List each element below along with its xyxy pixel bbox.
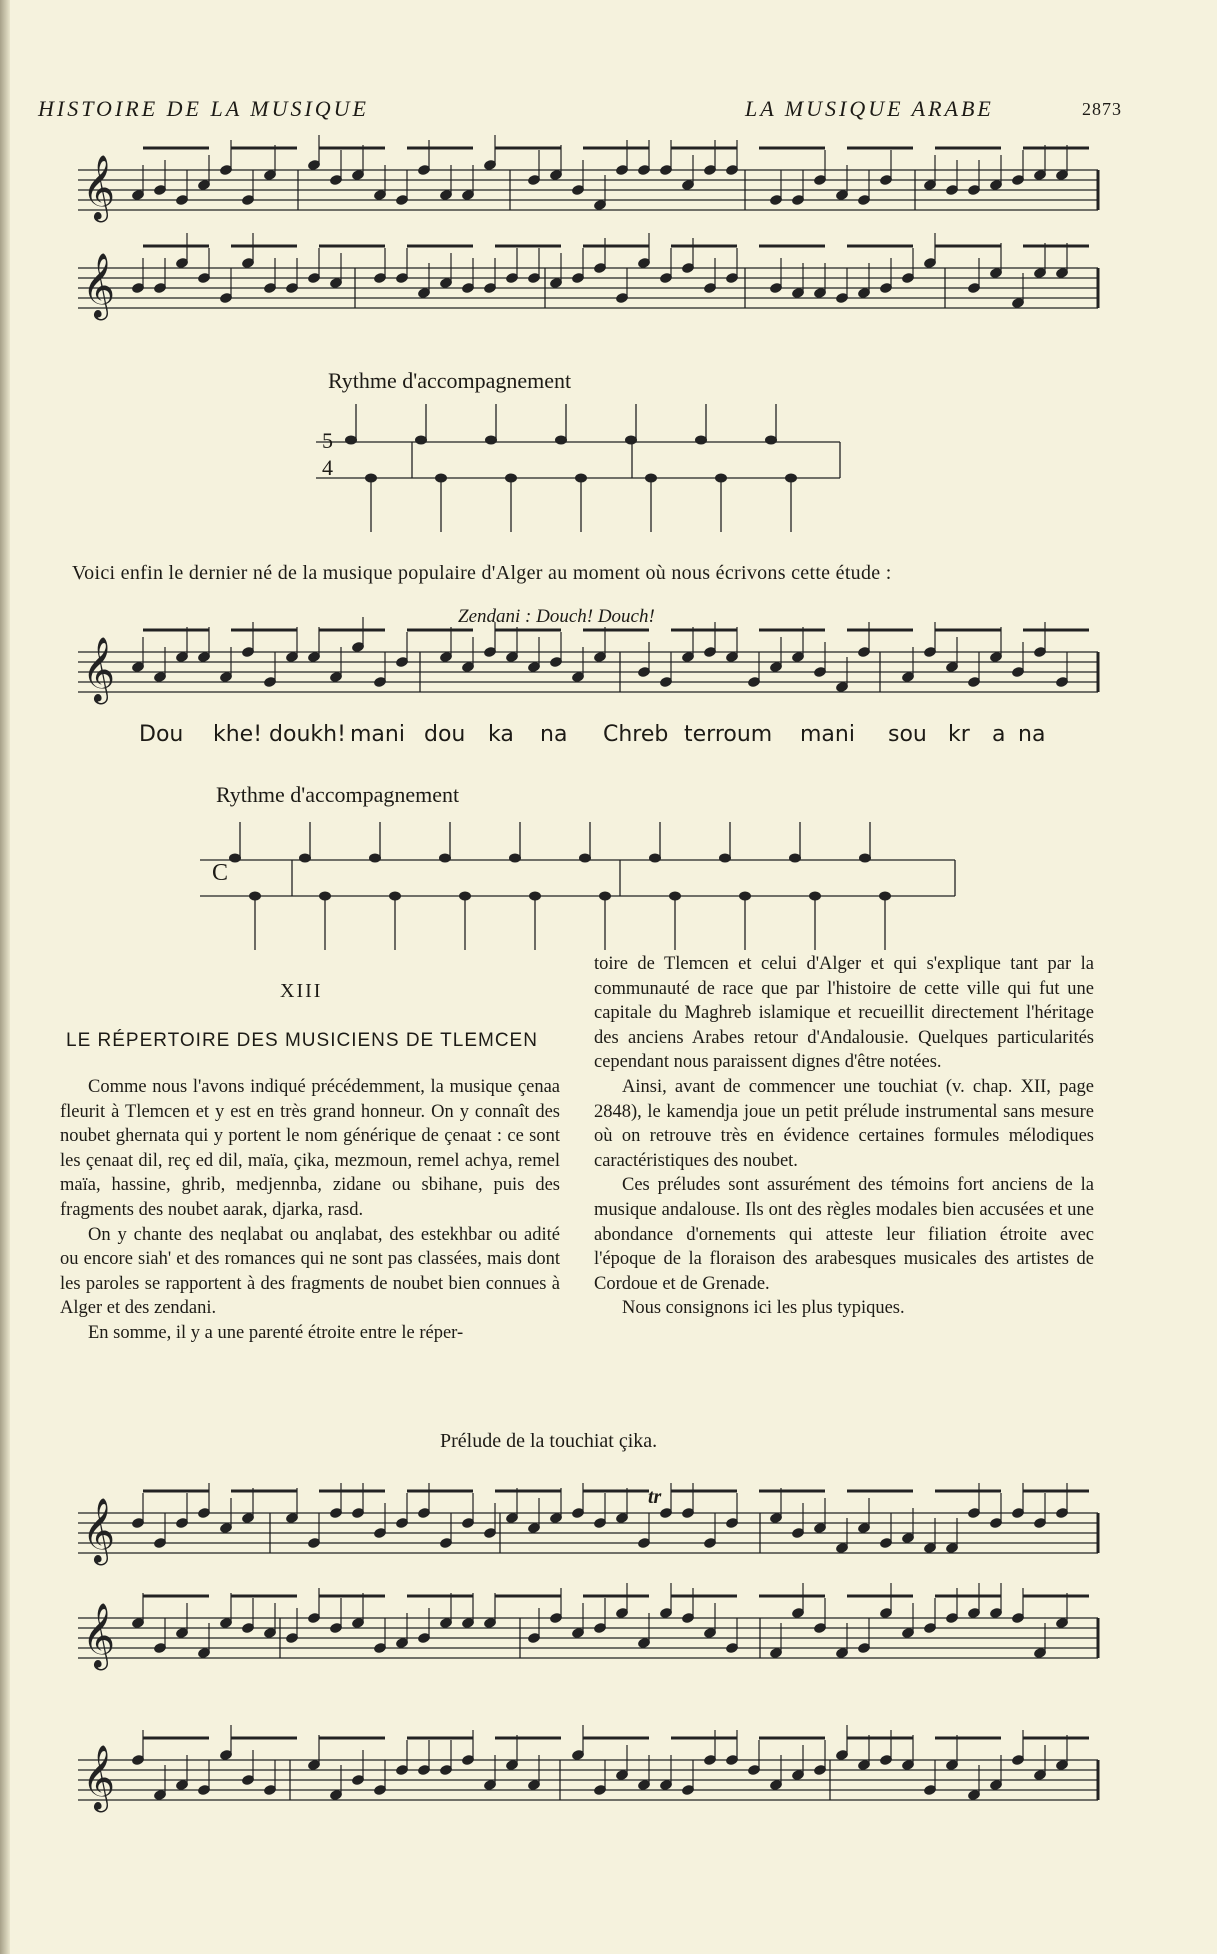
rhythm1-time-top: 5	[322, 428, 333, 453]
running-header-left: HISTOIRE DE LA MUSIQUE	[38, 96, 369, 121]
lyric-syllable: kr	[948, 722, 970, 747]
note-head	[720, 854, 731, 862]
note-head	[230, 854, 241, 862]
rhythm2-title: Rythme d'accompagnement	[216, 782, 460, 807]
note-head	[556, 436, 567, 444]
note-head	[766, 436, 777, 444]
lyric-syllable: Chreb	[603, 722, 669, 747]
rhythm1-title: Rythme d'accompagnement	[328, 368, 572, 393]
left-column	[60, 1075, 560, 1346]
paragraph: toire de Tlemcen et celui d'Alger et qui s'explique tant par la communauté de race que par l'histoire de cette ville qui fut une capitale du Maghreb islamique et recueillit directement l'héritage des anciens Arabes retour d'Andalousie. Quelques particularités cependant nous paraissent dignes d'être notées.	[594, 954, 1094, 1073]
lyric-syllable: na	[540, 722, 568, 747]
lyric-syllable: Dou	[139, 722, 184, 747]
note-head	[486, 436, 497, 444]
paragraph: Comme nous l'avons indiqué précédemment, la musique çenaa fleurit à Tlemcen et y est en très grand honneur. On y connaît des noubet ghernata qui y portent le nom générique de çenaat : ce sont les çenaat dil, reç ed dil, maïa, çika, mezmoun, remel achya, remel maïa, hassine, ghrib, medjennba, zidane ou sbihane, puis des fragments des noubet aarak, djarka, rasd.	[60, 1077, 560, 1220]
running-header-right: LA MUSIQUE ARABE	[745, 96, 994, 121]
lyric-syllable: ka	[488, 722, 514, 747]
page-number: 2873	[1082, 99, 1122, 119]
treble-clef-icon: 𝄞	[82, 637, 116, 702]
lyric-syllable: mani	[800, 722, 855, 747]
rhythm1-time-bottom: 4	[322, 455, 333, 480]
paragraph: Ces préludes sont assurément des témoins fort anciens de la musique andalouse. Ils ont des règles modales bien accusées et une abondance d'ornements qui atteste leur filiation étroite avec l'époque de la floraison des arabesques musicales des artistes de Cordoue et de Grenade.	[594, 1175, 1094, 1294]
paragraph: Nous consignons ici les plus typiques.	[622, 1298, 905, 1319]
note-head	[416, 436, 427, 444]
treble-clef-icon: 𝄞	[82, 253, 116, 318]
paragraph: En somme, il y a une parenté étroite entre le réper-	[88, 1322, 464, 1343]
note-head	[510, 854, 521, 862]
intro-text: Voici enfin le dernier né de la musique populaire d'Alger au moment où nous écrivons cette étude :	[72, 562, 892, 584]
paragraph: Ainsi, avant de commencer une touchiat (v. chap. XII, page 2848), le kamendja joue un petit prélude instrumental sans mesure où on retrouve très en évidence certaines formules mélodiques caractéristiques des noubet.	[594, 1076, 1094, 1171]
lyric-syllable: dou	[424, 722, 466, 747]
song-title: Zendani : Douch! Douch!	[458, 606, 655, 627]
prelude-title: Prélude de la touchiat çika.	[440, 1430, 658, 1452]
treble-clef-icon: 𝄞	[82, 1498, 116, 1563]
rhythm2-time: C	[212, 860, 229, 886]
section-number: XIII	[280, 980, 323, 1002]
lyric-syllable: terroum	[684, 722, 773, 747]
lyric-syllable: mani	[350, 722, 405, 747]
note-head	[860, 854, 871, 862]
trill-mark: tr	[648, 1486, 662, 1508]
note-head	[300, 854, 311, 862]
note-head	[580, 854, 591, 862]
note-head	[650, 854, 661, 862]
lyric-syllable: a	[992, 722, 1006, 747]
note-head	[696, 436, 707, 444]
lyric-syllable: khe! doukh!	[213, 722, 346, 747]
note-head	[626, 436, 637, 444]
paragraph: On y chante des neqlabat ou anqlabat, des estekhbar ou adité ou encore siah' et des romances qui ne sont pas classées, mais dont les paroles se rapportent à des fragments de noubet bien connues à Alger et des zendani.	[60, 1224, 560, 1319]
lyric-syllable: sou	[888, 722, 927, 747]
note-head	[370, 854, 381, 862]
treble-clef-icon: 𝄞	[82, 155, 116, 220]
note-head	[790, 854, 801, 862]
note-head	[440, 854, 451, 862]
treble-clef-icon: 𝄞	[82, 1745, 116, 1810]
right-column	[594, 952, 1094, 1321]
note-head	[346, 436, 357, 444]
lyric-syllable: na	[1018, 722, 1046, 747]
section-title: LE RÉPERTOIRE DES MUSICIENS DE TLEMCEN	[66, 1030, 538, 1051]
treble-clef-icon: 𝄞	[82, 1603, 116, 1668]
